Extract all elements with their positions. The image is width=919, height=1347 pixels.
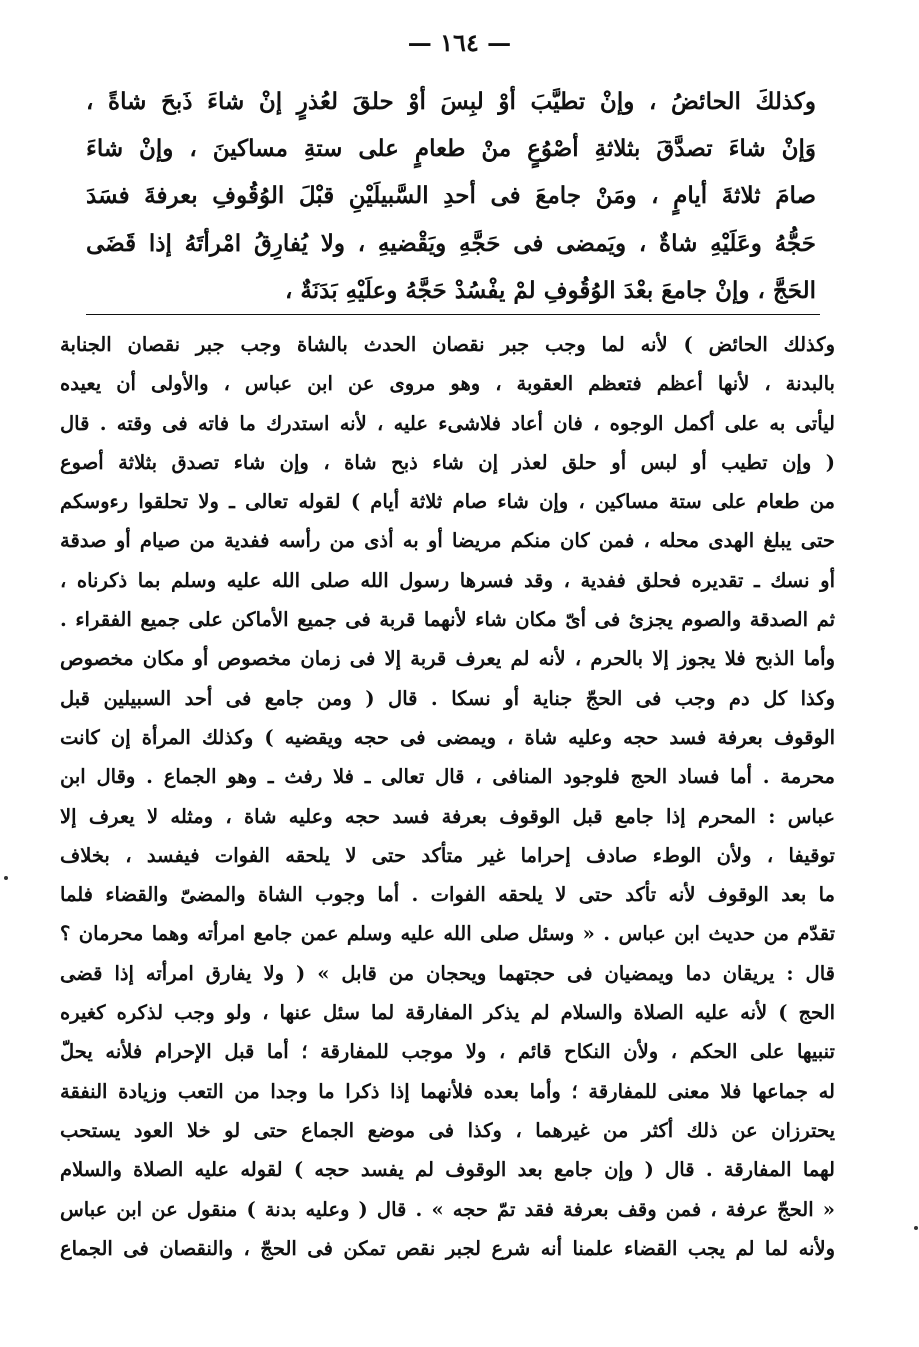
- commentary-line: بالبدنة ، لأنها أعظم فتعظم العقوبة ، وهو مروى عن ابن عباس ، والأولى أن يعيده: [60, 372, 835, 396]
- main-text-block: [86, 78, 816, 314]
- commentary-line: الوقوف بعرفة فسد حجه وعليه شاة ، ويمضى فى حجه ويقضيه ) وكذلك المرأة إن كانت: [60, 725, 835, 749]
- scan-speck: [914, 1226, 918, 1230]
- commentary-line: ثم الصدقة والصوم يجزئ فى أىّ مكان شاء لأنهما قربة فى جميع الأماكن على جميع الفقراء .: [60, 608, 835, 632]
- main-text-line: الحَجَّ ، وإنْ جامعَ بعْدَ الوُقُوفِ لمْ يفْسُدْ حَجَّهُ وعلَيْهِ بَدَنَةٌ ،: [284, 276, 816, 304]
- commentary-line: يحترزان عن ذلك أكثر من غيرهما ، وكذا فى موضع الجماع حتى لو خلا العود يستحب: [60, 1118, 835, 1142]
- commentary-line: وأما الذبح فلا يجوز إلا بالحرم ، لأنه لم يعرف قربة إلا فى زمان مخصوص أو مكان مخصوص: [60, 647, 835, 671]
- commentary-line: عباس : المحرم إذا جامع قبل الوقوف بعرفة فسد حجه وعليه شاة ، ومثله لا يعرف إلا: [60, 804, 835, 828]
- commentary-line: أو نسك ـ تقديره فحلق ففدية ، وقد فسرها رسول الله صلى الله عليه وسلم بما ذكرناه ،: [60, 568, 835, 592]
- commentary-line: ( وإن تطيب أو لبس أو حلق لعذر إن شاء ذبح شاة ، وإن شاء تصدق بثلاثة أصوع: [60, 450, 835, 474]
- commentary-line: ليأتى به على أكمل الوجوه ، فان أعاد فلاشىء عليه ، لأنه استدرك ما فاته فى وقته . قال: [60, 411, 835, 435]
- commentary-line: محرمة . أما فساد الحج فلوجود المنافى ، قال تعالى ـ فلا رفث ـ وهو الجماع . وقال ابن: [60, 765, 835, 789]
- section-divider: [86, 314, 820, 315]
- main-text-line: حَجُّهُ وعَلَيْهِ شاةٌ ، ويَمضى فى حَجَّهِ ويَقْضيهِ ، ولا يُفارِقُ امْرأتَهُ إذا قَضَى: [86, 229, 816, 257]
- commentary-line: الحج ) لأنه عليه الصلاة والسلام لم يذكر المفارقة لما سئل عنها ، ولو وجب لذكره كغيره: [60, 1001, 835, 1025]
- commentary-line: وكذلك الحائض ) لأنه لما وجب جبر نقصان الحدث بالشاة وجب جبر نقصان الجنابة: [60, 333, 835, 356]
- commentary-line: له جماعها فلا معنى للمفارقة ؛ وأما بعده فلأنهما إذا ذكرا ما وجدا من التعب وزيادة النفقة: [60, 1079, 835, 1103]
- page-number: — ١٦٤ —: [407, 28, 512, 57]
- commentary-line: قال : يريقان دما ويمضيان فى حجتهما ويحجان من قابل » ( ولا يفارق امرأته إذا قضى: [60, 961, 835, 985]
- commentary-line: تقدّم من حديث ابن عباس . « وسئل صلى الله عليه وسلم عمن جامع امرأته وهما محرمان ؟: [60, 922, 835, 946]
- commentary-line: « الحجّ عرفة ، فمن وقف بعرفة فقد تمّ حجه » . قال ( وعليه بدنة ) منقول عن ابن عباس: [60, 1197, 835, 1221]
- commentary-line: توقيفا ، ولأن الوطء صادف إحراما غير متأكد حتى لا يلحقه الفوات فيفسد ، بخلاف: [60, 843, 835, 867]
- commentary-line: حتى يبلغ الهدى محله ، فمن كان منكم مريضا أو به أذى من رأسه ففدية من صيام أو صدقة: [60, 529, 835, 553]
- commentary-block: [60, 325, 835, 1268]
- commentary-line: من طعام على ستة مساكين ، وإن شاء صام ثلاثة أيام ) لقوله تعالى ـ ولا تحلقوا رءوسكم: [60, 490, 835, 514]
- main-text-line: وكذلكَ الحائضُ ، وإنْ تطيَّبَ أوْ لبِسَ أوْ حلقَ لعُذرٍ إنْ شاءَ ذَبحَ شاةً ،: [86, 88, 816, 115]
- commentary-line: لهما المفارقة . قال ( وإن جامع بعد الوقوف لم يفسد حجه ) لقوله عليه الصلاة والسلام: [60, 1158, 835, 1182]
- scan-speck: [4, 876, 8, 880]
- commentary-line: ولأنه لما لم يجب القضاء علمنا أنه شرع لجبر نقص تمكن فى الحجّ ، والنقصان فى الجماع: [60, 1236, 835, 1260]
- main-text-line: وَإنْ شاءَ تصدَّقَ بثلاثةِ أصْوُعٍ منْ طعامٍ على ستةِ مساكينَ ، وإنْ شاءَ: [86, 135, 816, 163]
- commentary-line: ما بعد الوقوف لأنه تأكد حتى لا يلحقه الفوات . أما وجوب الشاة والمضىّ والقضاء فلما: [60, 883, 835, 907]
- commentary-line: وكذا كل دم وجب فى الحجّ جناية أو نسكا . قال ( ومن جامع فى أحد السبيلين قبل: [60, 686, 835, 710]
- commentary-line: تنبيها على الحكم ، ولأن النكاح قائم ، ولا موجب للمفارقة ؛ أما قبل الإحرام فلأنه يحلّ: [60, 1040, 835, 1064]
- main-text-line: صامَ ثلاثةَ أيامٍ ، ومَنْ جامعَ فى أحدِ السَّبيلَيْنِ قبْلَ الوُقُوفِ بعرفةَ فسَدَ: [86, 182, 816, 210]
